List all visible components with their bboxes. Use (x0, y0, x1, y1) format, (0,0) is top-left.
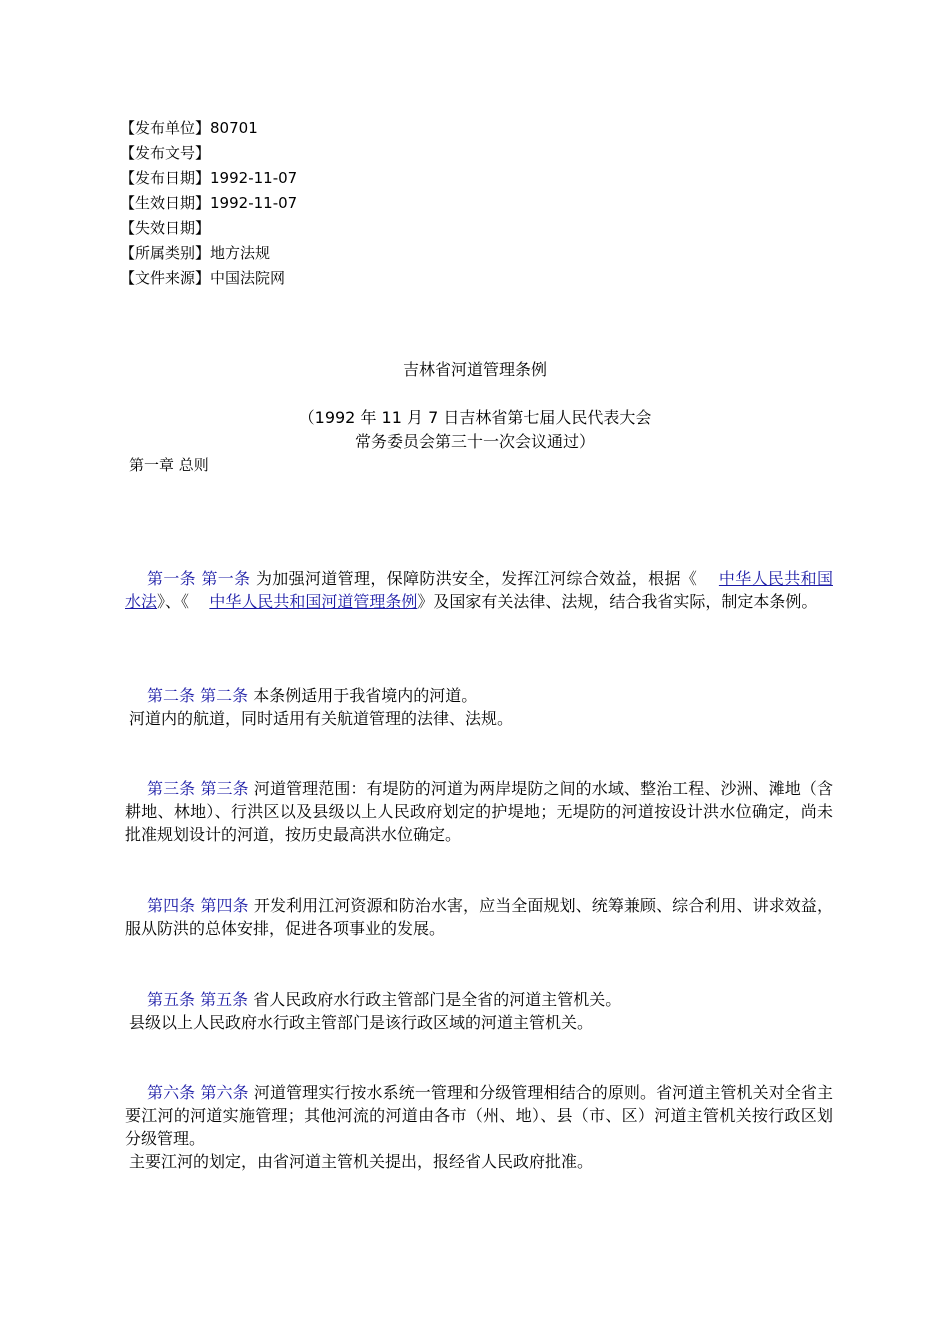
article-label: 第一条 (147, 569, 197, 588)
article-1 (125, 567, 833, 613)
meta-label: 【发布文号】 (120, 144, 211, 162)
meta-label: 【所属类别】 (120, 244, 211, 262)
article-text: 》及国家有关法律、法规，结合我省实际，制定本条例。 (417, 592, 818, 611)
meta-expiry-date (120, 216, 520, 241)
meta-label: 【发布单位】 (120, 119, 211, 137)
article-paragraph (125, 567, 833, 613)
chapter-heading: 第一章 总则 (129, 456, 209, 474)
meta-label: 【发布日期】 (120, 169, 211, 187)
meta-label: 【文件来源】 (120, 269, 211, 287)
article-subparagraph: 河道内的航道，同时适用有关航道管理的法律、法规。 (129, 709, 514, 728)
article-text: 为加强河道管理，保障防洪安全，发挥江河综合效益，根据《 (255, 569, 698, 588)
document-metadata (120, 116, 520, 291)
article-paragraph (125, 684, 833, 707)
article-text: 本条例适用于我省境内的河道。 (253, 686, 478, 705)
article-text: 河道管理实行按水系统一管理和分级管理相结合的原则。省河道主管机关对全省主要江河的河道实施管理；其他河流的河道由各市（州、地）、县（市、区）河道主管机关按行政区划分级管理。 (125, 1083, 833, 1148)
article-label: 第三条 (200, 779, 249, 798)
article-subparagraph: 主要江河的划定，由省河道主管机关提出，报经省人民政府批准。 (129, 1152, 594, 1171)
article-3 (125, 777, 833, 846)
document-title: 吉林省河道管理条例 (402, 360, 547, 379)
article-subparagraph: 县级以上人民政府水行政主管部门是该行政区域的河道主管机关。 (129, 1013, 594, 1032)
article-6 (125, 1081, 833, 1173)
article-paragraph (125, 988, 833, 1011)
article-label: 第三条 (147, 779, 196, 798)
article-paragraph (125, 894, 833, 940)
meta-value: 80701 (210, 119, 258, 137)
article-paragraph (125, 1081, 833, 1150)
meta-issue-date (120, 166, 520, 191)
meta-value: 1992-11-07 (210, 169, 298, 187)
document-subtitle-line1: （1992 年 11 月 7 日吉林省第七届人民代表大会 (298, 408, 652, 427)
meta-label: 【失效日期】 (120, 219, 211, 237)
article-paragraph (125, 777, 833, 846)
article-label: 第四条 (147, 896, 196, 915)
article-4 (125, 894, 833, 940)
article-text: 河道管理范围：有堤防的河道为两岸堤防之间的水域、整治工程、沙洲、滩地（含耕地、林地）、行洪区以及县级以上人民政府划定的护堤地；无堤防的河道按设计洪水位确定，尚未批准规划设计的河道，按历史最高洪水位确定。 (125, 779, 833, 844)
article-label: 第五条 (147, 990, 196, 1009)
meta-effective-date (120, 191, 520, 216)
meta-doc-number (120, 141, 520, 166)
article-label: 第六条 (147, 1083, 196, 1102)
article-label: 第二条 (200, 686, 249, 705)
article-label: 第六条 (200, 1083, 249, 1102)
meta-issuer (120, 116, 520, 141)
meta-source (120, 266, 520, 291)
water-law-link[interactable]: 中华人民共和国水法 (125, 569, 833, 611)
meta-value: 1992-11-07 (210, 194, 298, 212)
document-subtitle-line2: 常务委员会第三十一次会议通过） (354, 432, 595, 451)
article-label: 第二条 (147, 686, 196, 705)
article-label: 第四条 (200, 896, 249, 915)
article-label: 第五条 (200, 990, 249, 1009)
article-2 (125, 684, 833, 730)
article-text: 》、《 (157, 592, 190, 611)
meta-category (120, 241, 520, 266)
article-label: 第一条 (201, 569, 251, 588)
meta-value: 地方法规 (210, 244, 271, 262)
article-text: 省人民政府水行政主管部门是全省的河道主管机关。 (253, 990, 622, 1009)
river-regulation-link[interactable]: 中华人民共和国河道管理条例 (209, 592, 418, 611)
meta-label: 【生效日期】 (120, 194, 211, 212)
article-5 (125, 988, 833, 1034)
meta-value: 中国法院网 (210, 269, 286, 287)
article-text: 开发利用江河资源和防治水害，应当全面规划、统筹兼顾、综合利用、讲求效益，服从防洪的总体安排，促进各项事业的发展。 (125, 896, 833, 938)
